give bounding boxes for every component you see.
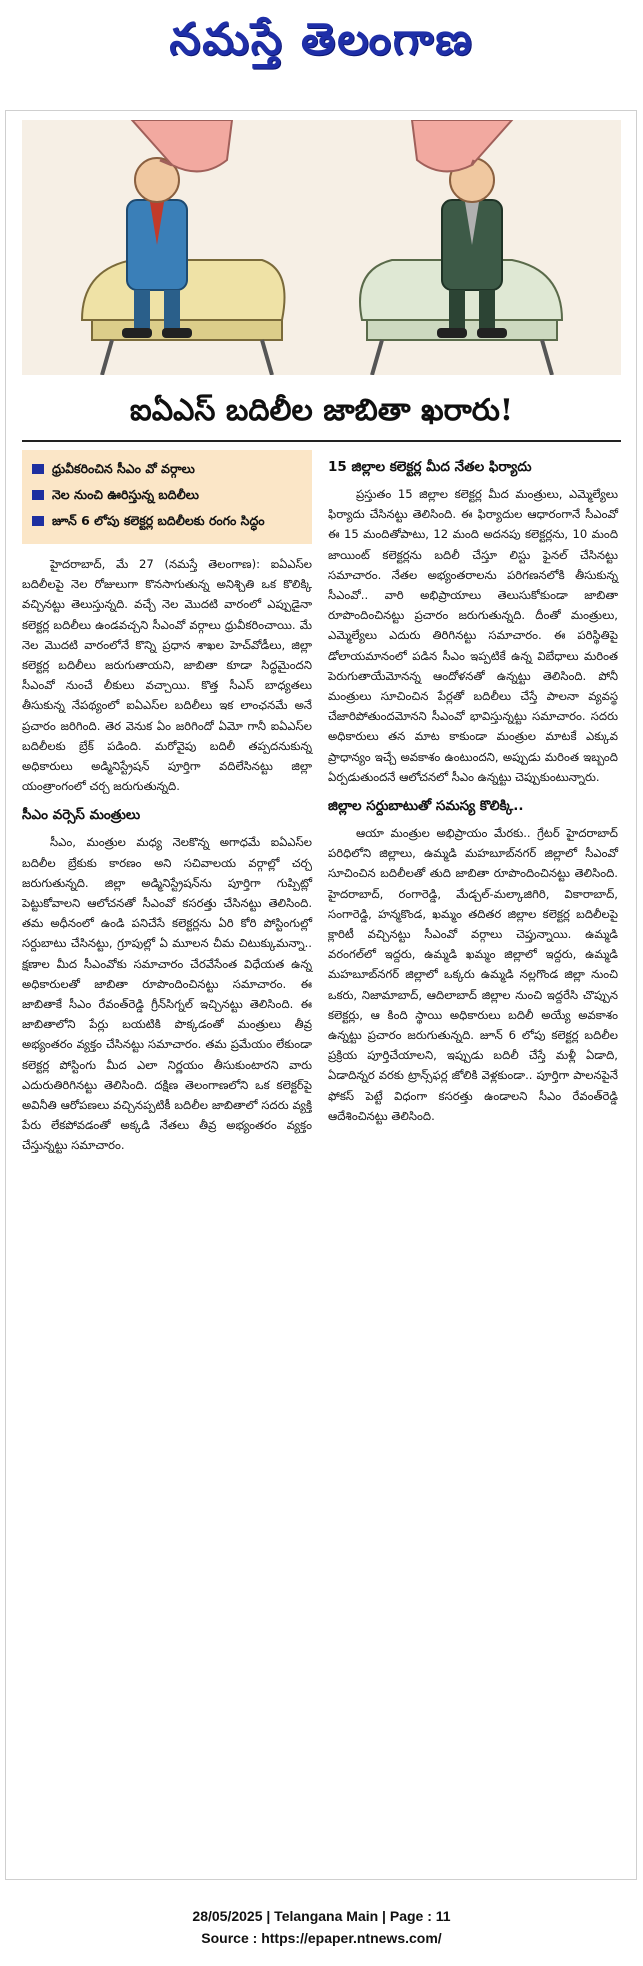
- subheading: సీఎం వర్సెస్ మంత్రులు: [22, 807, 141, 824]
- footer-date-edition: 28/05/2025 | Telangana Main | Page : 11: [192, 1908, 451, 1924]
- left-column: [22, 450, 312, 1164]
- highlight-text: నెల నుంచి ఊరిస్తున్న బదిలీలు: [52, 487, 199, 502]
- subheading: 15 జిల్లాల కలెక్టర్ల మీద నేతల ఫిర్యాదు: [328, 459, 532, 475]
- square-bullet-icon: [32, 464, 44, 474]
- headline-rule: [22, 440, 621, 442]
- body-paragraph: ప్రస్తుతం 15 జిల్లాల కలెక్టర్ల మీద మంత్రులు, ఎమ్మెల్యేలు ఫిర్యాదు చేసినట్టు తెలిసింది. ఈ ఫిర్యాదుల ఆధారంగానే సీఎంవో ఈ 15 మందితోపాటు, 12 మంది అదనపు కలెక్టర్లను, 10 మంది జాయింట్ కలెక్టర్లను బదిలీ చేస్తూ లిస్టు ఫైనల్ చేసినట్టు సమాచారం. నేతల అభ్యంతరాలను పరిగణనలోకి తీసుకున్న సీఎంవో.. వారి అభిప్రాయాలు తెలుసుకోకుండా జాబితా రూపొందించినట్టు ప్రచారం జరుగుతున్నది. దీంతో మంత్రులు, ఎమ్మెల్యేలు ఎదురు తిరిగినట్టు సమాచారం. ఈ పరిస్థితిపై డోలాయమానంలో పడిన సీఎం ఇప్పటికే ఉన్న విబేధాలు మరింత పెరుగుతాయేమోనన్న ఆందోళనతో ఉన్నట్టు తెలిసింది. పోనీ మంత్రులు సూచించిన పేర్లతో బదిలీలు చేస్తే పాలనా వ్యవస్థ చేజారిపోతుందమోనని సీఎంవో భావిస్తున్నట్టు సమాచారం. సదరు అధికారులు తన మాట కాకుండా మంత్రుల మాటకే ఎక్కువ ప్రాధాన్యం ఇచ్చే అవకాశం ఉంటుందని, అప్పుడు మరింత ఇబ్బంది ఏర్పడుతుందనే ఆలోచనలో సీఎం ఉన్నట్టు చెప్పుకుంటున్నారు.: [328, 487, 618, 784]
- highlight-item: [32, 484, 302, 506]
- body-paragraph: సీఎం, మంత్రుల మధ్య నెలకొన్న అగాధమే ఐఏఎస్‌ల బదిలీల బ్రేకుకు కారణం అని సచివాలయ వర్గాల్లో చర్చ జరుగుతున్నది. జిల్లా అడ్మినిస్ట్రేషన్‌ను పూర్తిగా గుప్పిట్లో పెట్టుకోవాలని ఆలోచనతో సీఎంవో కసరత్తు చేసినట్టు తెలిసింది. తమ అధీనంలో ఉండి పనిచేసే కలెక్టర్లను ఏరి కోరి పోస్టింగుల్లో సర్దుబాటు చేసినట్టు, గ్రూపుల్లో ఏ మూలన చీమ చిటుక్కుమన్నా.. క్షణాల మీద సీఎంవోకు సమాచారం చేరవేసేంత విధేయత ఉన్న అధికారులతో జాబితా రూపొందించినట్టు సమాచారం. ఈ జాబితాకే సీఎం రేవంత్‌రెడ్డి గ్రీన్‌సిగ్నల్ ఇచ్చినట్టు తెలిసింది. ఈ జాబితాలోని పేర్లు బయటికి పొక్కడంతో మంత్రులు తీవ్ర అభ్యంతరం వ్యక్తం చేసినట్టు సమాచారం. తమ ప్రమేయం లేకుండా కలెక్టర్ల పోస్టింగు మీద ఎలా నిర్ణయం తీసుకుంటారని వారు ఎదురుతిరిగినట్టు తెలిసింది. దక్షిణ తెలంగాణలోని ఒక కలెక్టర్‌పై అవినీతి ఆరోపణలు వచ్చినప్పటికీ బదిలీల జాబితాలో సదరు వ్యక్తి పేరు లేకపోవడంతో అక్కడి నేతలు తీవ్ర అభ్యంతరం వ్యక్తం చేస్తున్నట్టు సమాచారం.: [22, 835, 312, 1153]
- cartoon-drawing: [22, 120, 621, 375]
- highlight-text: ధ్రువీకరించిన సీఎం వో వర్గాలు: [52, 461, 195, 476]
- footer-source: Source : https://epaper.ntnews.com/: [201, 1930, 442, 1946]
- highlight-text: జూన్ 6 లోపు కలెక్టర్ల బదిలీలకు రంగం సిద్ధం: [52, 513, 265, 528]
- square-bullet-icon: [32, 516, 44, 526]
- highlight-item: [32, 458, 302, 480]
- body-paragraph: హైదరాబాద్, మే 27 (నమస్తే తెలంగాణ): ఐఏఎస్‌ల బదిలీలపై నెల రోజులుగా కొనసాగుతున్న అనిశ్చితి ఒక కొలిక్కి వచ్చినట్టు తెలుస్తున్నది. వచ్చే నెల మొదటి వారంలో ఎప్పుడైనా కలెక్టర్ల బదిలీలు ఉండవచ్చని సీఎంవో వర్గాలు ధ్రువీకరించాయి. మే నెల మొదటి వారంలోనే కొన్ని ప్రధాన శాఖల హెచ్‌వోడీలు, జిల్లా కలెక్టర్ల బదిలీలు జరుగుతాయని, జాబితా కూడా సిద్ధమైందని సీఎంవో నుంచే లీకులు వచ్చాయి. కొత్త సీఎస్ బాధ్యతలు తీసుకున్న నేపథ్యంలో ఐఏఎస్‌ల బదిలీలు ఇక లాంఛనమే అనే ప్రచారం జరిగింది. తెర వెనుక ఏం జరిగిందో ఏమో గానీ ఐఏఎస్‌ల బదిలీలకు బ్రేక్ పడింది. మరోవైపు బదిలీ తప్పదనుకున్న అధికారులు అడ్మినిస్ట్రేషన్ పూర్తిగా వదిలేసినట్టు జిల్లా యంత్రాంగంలో చర్చ జరుగుతున్నది.: [22, 557, 312, 794]
- highlights-box: [22, 450, 312, 544]
- cartoon-illustration: [22, 120, 621, 375]
- masthead-title: నమస్తే తెలంగాణ: [169, 14, 474, 65]
- headline: ఐఏఎస్ బదిలీల జాబితా ఖరారు!: [129, 393, 514, 428]
- body-paragraph: ఆయా మంత్రుల అభిప్రాయం మేరకు.. గ్రేటర్ హైదరాబాద్ పరిధిలోని జిల్లాలు, ఉమ్మడి మహబూబ్‌నగర్ జిల్లాలో సీఎంవో సూచించిన బదిలీలతో తుది జాబితా రూపొందించినట్టు తెలిసింది. హైదరాబాద్, రంగారెడ్డి, మేడ్చల్-మల్కాజిగిరి, వికారాబాద్, సంగారెడ్డి, హన్మకొండ, ఖమ్మం తదితర జిల్లాల కలెక్టర్ల బదిలీలపై క్లారిటీ వచ్చినట్టు సీఎంవో వర్గాలు చెప్తున్నాయి. ఉమ్మడి వరంగల్‌లో ఇద్దరు, ఉమ్మడి ఖమ్మం జిల్లాలో ఇద్దరు, ఉమ్మడి మహబూబ్‌నగర్ జిల్లాలో ఒక్కరు ఉమ్మడి నల్లగొండ జిల్లా నుంచి ఒకరు, నిజామాబాద్, ఆదిలాబాద్ జిల్లాల నుంచి ఇద్దరేసి చొప్పున కలెక్టర్లు, ఆ కింది స్థాయి అధికారులు బదిలీ అయ్యే అవకాశం ఉన్నట్టు ప్రచారం జరుగుతున్నది. జూన్ 6 లోపు కలెక్టర్ల బదిలీల ప్రక్రియ పూర్తిచేయాలని, ఇప్పుడు బదిలీ చేస్తే మళ్లీ ఏడాది, ఏడాదిన్నర వరకు ట్రాన్స్‌ఫర్ల జోలికి వెళ్లకుండా.. పూర్తిగా పాలనపైనే ఫోకస్ పెట్టే విధంగా కసరత్తు ఉండాలని సీఎం రేవంత్‌రెడ్డి ఆదేశించినట్టు తెలిసింది.: [328, 826, 618, 1123]
- masthead: [0, 0, 643, 90]
- square-bullet-icon: [32, 490, 44, 500]
- highlight-item: [32, 510, 302, 532]
- page-footer: [0, 1905, 643, 1949]
- subheading: జిల్లాల సర్దుబాటుతో సమస్య కొలిక్కి..: [328, 798, 524, 815]
- right-column: [328, 450, 618, 1134]
